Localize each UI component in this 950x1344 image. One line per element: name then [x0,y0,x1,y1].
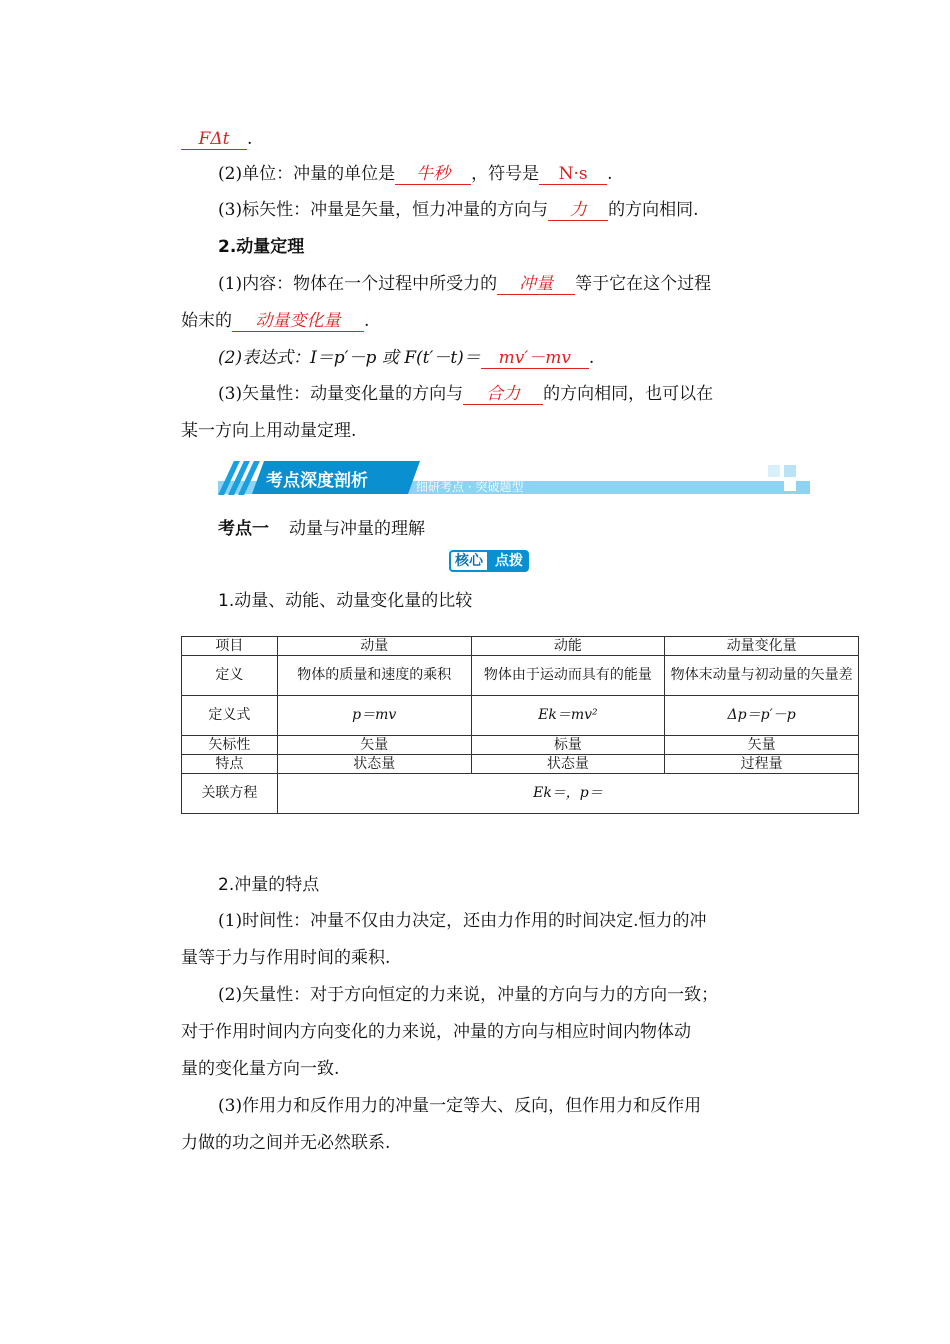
impulse-p1a: (1)时间性：冲量不仅由力决定，还由力作用的时间决定.恒力的冲 [218,911,707,931]
tag-left: 核心 [449,550,489,572]
table-row [182,736,859,755]
text: 等于它在这个过程 [575,274,712,294]
text: (3)矢量性：动量变化量的方向与 [218,384,464,404]
answer-blank: 合力 [463,384,543,405]
banner-square [784,465,796,477]
table-cell: 标量 [471,736,665,755]
table-cell: 状态量 [471,755,665,774]
table-cell: Ek＝mv² [471,696,665,736]
section-title: 动量与冲量的理解 [289,519,425,539]
answer-blank: 动量变化量 [232,311,364,332]
table-cell: 矢量 [277,736,471,755]
answer-blank: 冲量 [497,274,575,295]
impulse-p3a: (3)作用力和反作用力的冲量一定等大、反向，但作用力和反作用 [218,1096,702,1116]
table-cell: 矢量 [665,736,859,755]
answer-blank: N·s [539,164,607,185]
table-header: 动量变化量 [665,637,859,656]
table-cell: 定义 [182,656,278,696]
line-content-2 [181,310,369,332]
banner-square [768,465,780,477]
line-direction: 某一方向上用动量定理. [181,421,357,441]
punct: . [588,348,595,368]
table-cell: 物体由于运动而具有的能量 [471,656,665,696]
table-cell: 过程量 [665,755,859,774]
table-cell: 物体的质量和速度的乘积 [277,656,471,696]
impulse-p3b: 力做的功之间并无必然联系. [181,1133,391,1153]
banner-subtitle: 细研考点 · 突破题型 [416,480,524,494]
text: 的方向相同. [608,200,699,220]
impulse-heading: 2.冲量的特点 [218,875,320,895]
table-header: 项目 [182,637,278,656]
core-tag [449,550,529,572]
text: (2)单位：冲量的单位是 [218,164,396,184]
table-cell: Δp＝p′－p [665,696,859,736]
impulse-p2c: 量的变化量方向一致. [181,1059,340,1079]
banner-stripes [218,461,258,495]
text: 始末的 [181,311,232,331]
table-row [182,656,859,696]
text: (2)表达式：I＝p′－p 或 F(t′－t)＝ [218,348,481,368]
answer-blank: 力 [548,200,608,221]
tag-right: 点拨 [489,550,529,572]
line-expression [218,347,594,369]
table-cell: 关联方程 [182,774,278,814]
table-cell: 特点 [182,755,278,774]
impulse-p2a: (2)矢量性：对于方向恒定的力来说，冲量的方向与力的方向一致； [218,985,719,1005]
line-1 [181,128,252,150]
table-cell: 矢标性 [182,736,278,755]
answer-blank: 牛秒 [395,164,471,185]
section-banner [218,461,810,495]
table-row [182,755,859,774]
text: ，符号是 [471,164,540,184]
line-vector [218,199,699,221]
table-cell: 物体末动量与初动量的矢量差 [665,656,859,696]
punct: . [247,129,253,149]
punct: . [607,164,613,184]
table-header: 动量 [277,637,471,656]
table-header: 动能 [471,637,665,656]
compare-heading: 1.动量、动能、动量变化量的比较 [218,591,473,611]
table-cell: p＝mv [277,696,471,736]
text: (3)标矢性：冲量是矢量，恒力冲量的方向与 [218,200,549,220]
heading-theorem: 2.动量定理 [218,237,305,257]
table-header-row [182,637,859,656]
answer-blank: mv′－mv [481,348,589,369]
table-row [182,696,859,736]
answer-blank: FΔt [181,129,247,150]
line-vector-2 [218,383,713,405]
impulse-p2b: 对于作用时间内方向变化的力来说，冲量的方向与相应时间内物体动 [181,1022,691,1042]
table-cell: 定义式 [182,696,278,736]
banner-title: 考点深度剖析 [266,471,368,491]
punct: . [364,311,370,331]
banner-square [784,479,796,491]
table-cell: Ek＝，p＝ [277,774,858,814]
line-content [218,273,711,295]
text: (1)内容：物体在一个过程中所受力的 [218,274,498,294]
section-label: 考点一 [218,519,269,539]
section-heading [218,518,425,540]
line-unit [218,163,613,185]
compare-table [181,636,859,814]
text: 的方向相同，也可以在 [543,384,714,404]
table-row [182,774,859,814]
table-cell: 状态量 [277,755,471,774]
impulse-p1b: 量等于力与作用时间的乘积. [181,948,391,968]
